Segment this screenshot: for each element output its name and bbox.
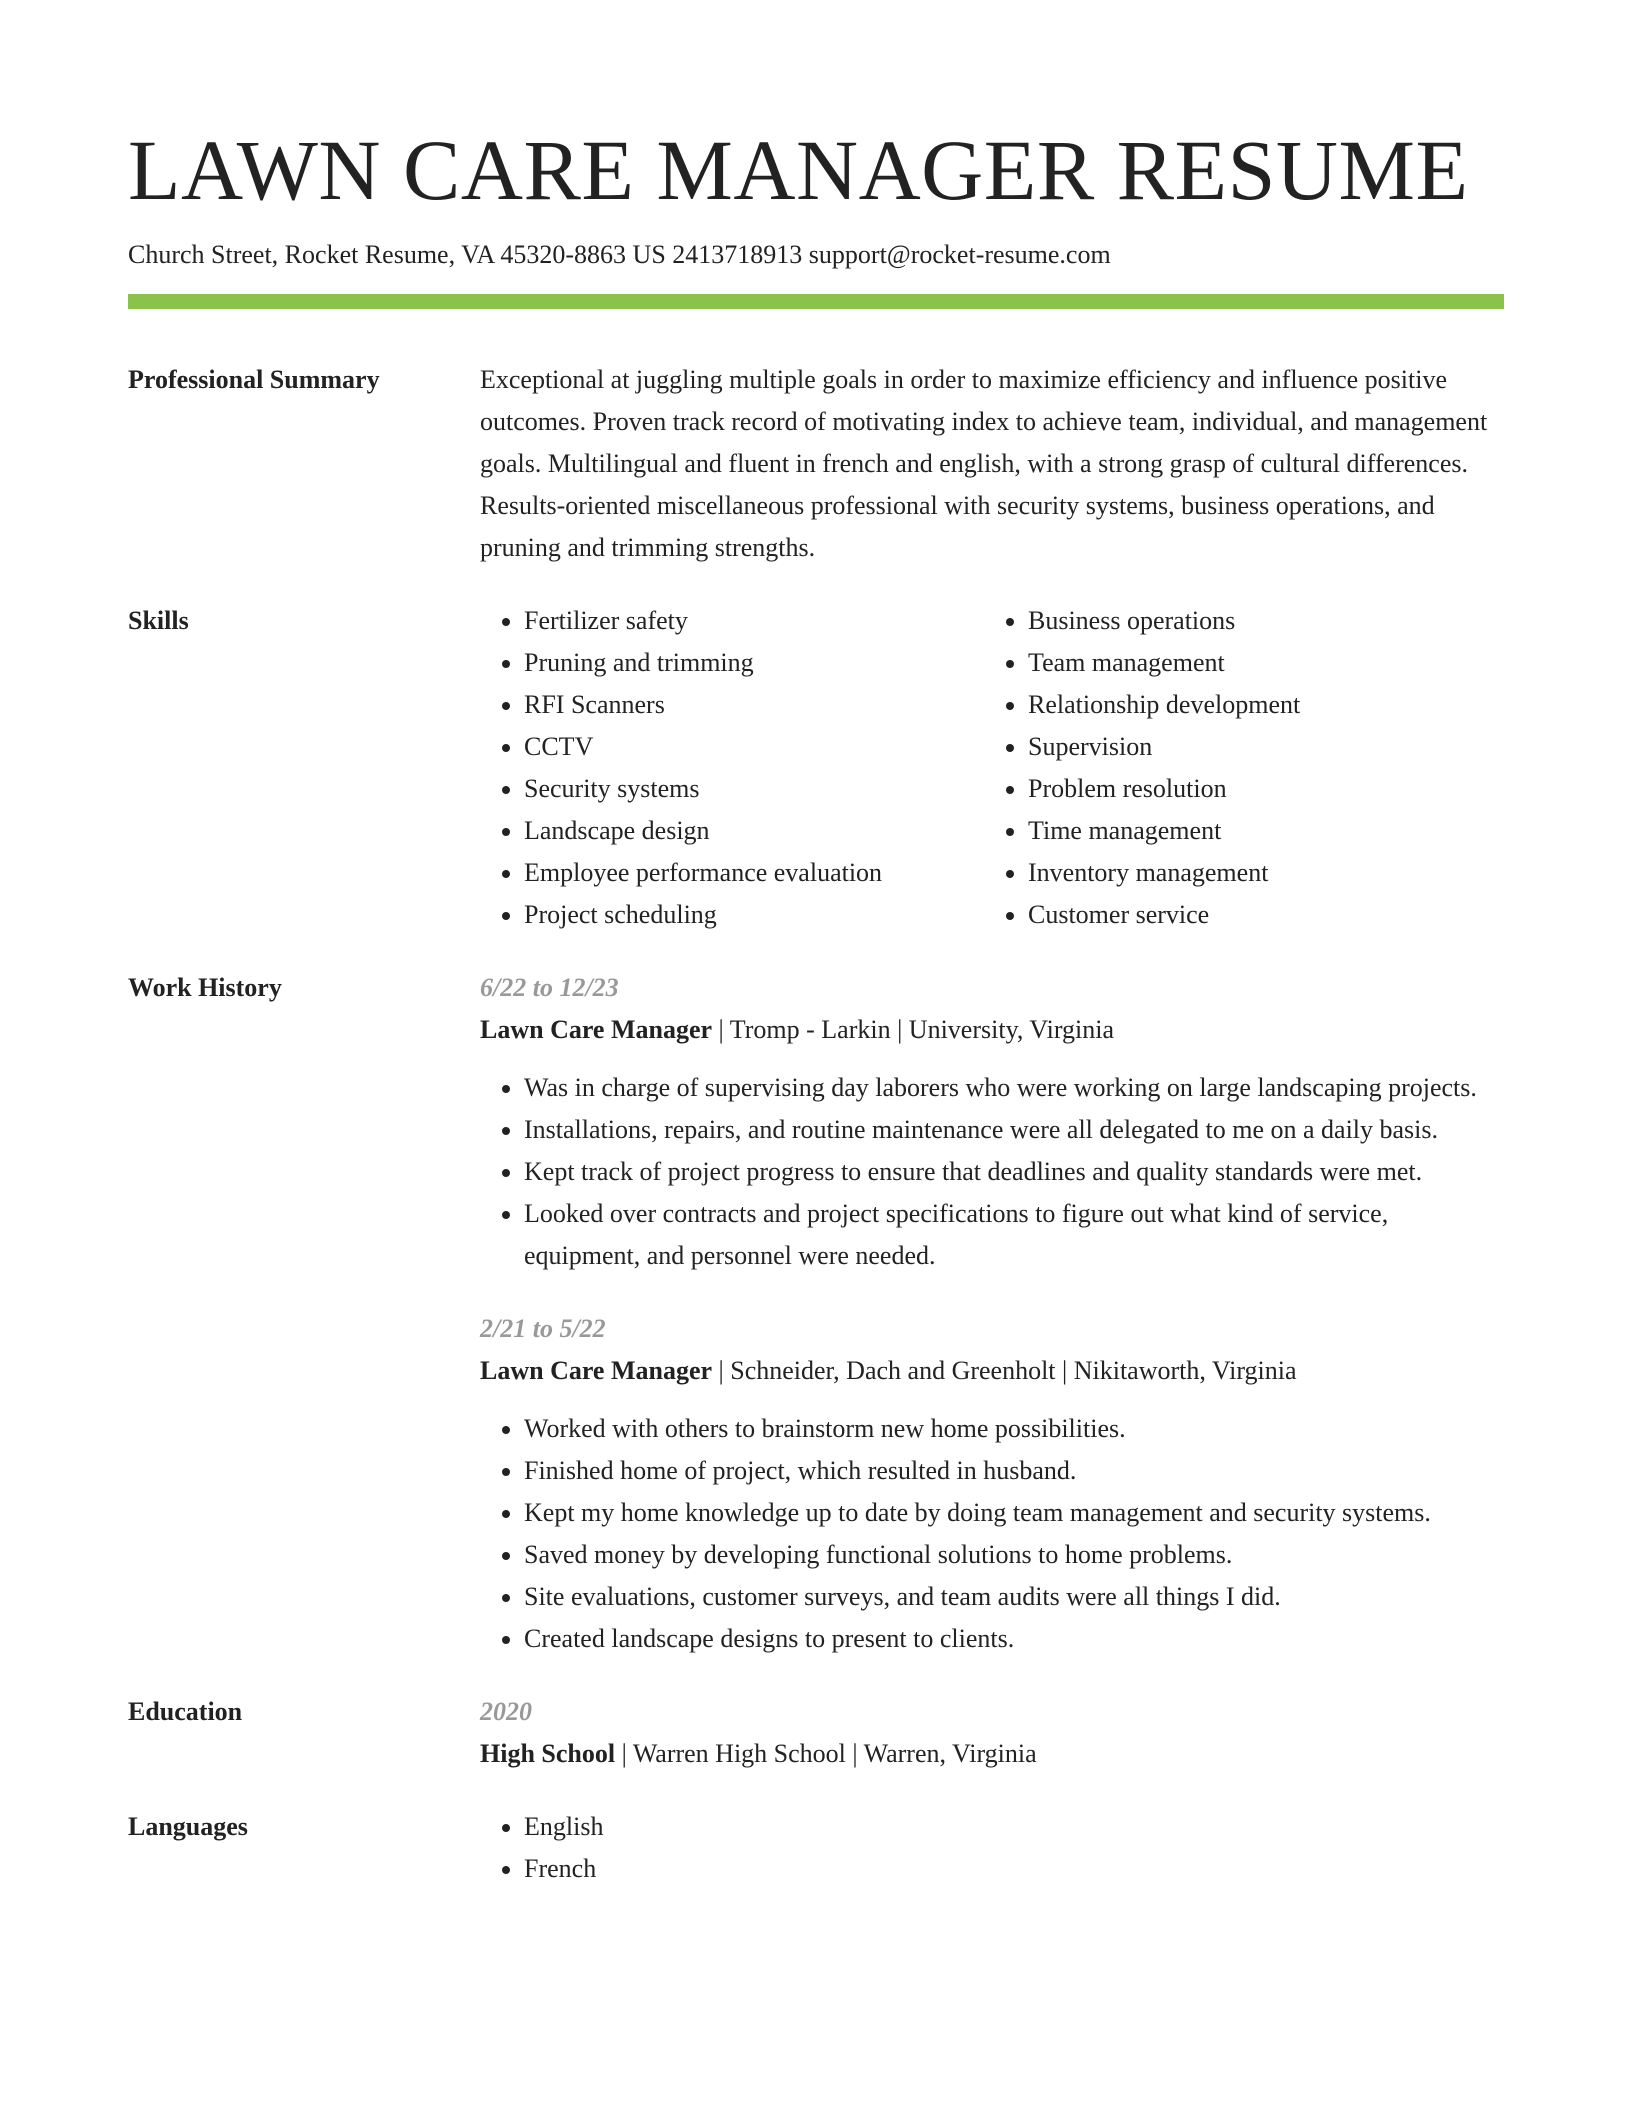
skill-item: • Customer service <box>1028 894 1488 936</box>
skill-item: • Project scheduling <box>524 894 984 936</box>
skill-item: • RFI Scanners <box>524 684 984 726</box>
job-bullet: • Kept track of project progress to ensure that deadlines and quality standards were met. <box>524 1151 1504 1193</box>
skill-item: • Employee performance evaluation <box>524 852 984 894</box>
skill-item: • Team management <box>1028 642 1488 684</box>
summary-text: Exceptional at juggling multiple goals in order to maximize efficiency and influence positive outcomes. Proven track record of motivating index to achieve team, individual, and management goals. Multilingual and fluent in french and english, with a strong grasp of cultural differences. Results-oriented miscellaneous professional with security systems, business operations, and pruning and trimming strengths. <box>480 365 1488 562</box>
job-title: Lawn Care Manager <box>480 1356 713 1385</box>
job-bullet: • Site evaluations, customer surveys, and team audits were all things I did. <box>524 1576 1504 1618</box>
job-details: | Schneider, Dach and Greenholt | Nikitaworth, Virginia <box>712 1356 1297 1385</box>
job-bullet: • Installations, repairs, and routine maintenance were all delegated to me on a daily basis. <box>524 1109 1504 1151</box>
job-bullet: • Worked with others to brainstorm new home possibilities. <box>524 1408 1504 1450</box>
job-date: 2/21 to 5/22 <box>480 1314 606 1343</box>
summary-section <box>128 359 1504 569</box>
language-item: • French <box>524 1848 1504 1890</box>
skills-list-left <box>480 600 984 936</box>
skills-list-right <box>984 600 1488 936</box>
skill-item: • Fertilizer safety <box>524 600 984 642</box>
skill-item: • Pruning and trimming <box>524 642 984 684</box>
languages-list <box>480 1806 1504 1890</box>
skill-item: • Business operations <box>1028 600 1488 642</box>
education-degree: High School <box>480 1739 616 1768</box>
summary-label: Professional Summary <box>128 365 380 394</box>
education-label: Education <box>128 1697 243 1726</box>
job-bullets <box>480 1408 1504 1660</box>
languages-label: Languages <box>128 1812 248 1841</box>
resume-title: LAWN CARE MANAGER RESUME <box>128 122 1469 218</box>
resume-page <box>128 118 1504 1890</box>
job-bullet: • Saved money by developing functional solutions to home problems. <box>524 1534 1504 1576</box>
job-bullet: • Finished home of project, which resulted in husband. <box>524 1450 1504 1492</box>
skill-item: • Relationship development <box>1028 684 1488 726</box>
skills-label: Skills <box>128 606 189 635</box>
job-date: 6/22 to 12/23 <box>480 973 619 1002</box>
education-date: 2020 <box>480 1697 532 1726</box>
header-divider <box>128 294 1504 309</box>
education-section <box>128 1691 1504 1775</box>
skills-section <box>128 600 1504 936</box>
job-role-line <box>480 1350 1504 1392</box>
language-item: • English <box>524 1806 1504 1848</box>
job-title: Lawn Care Manager <box>480 1015 713 1044</box>
skill-item: • Landscape design <box>524 810 984 852</box>
skill-item: • Security systems <box>524 768 984 810</box>
skill-item: • CCTV <box>524 726 984 768</box>
education-line <box>480 1733 1504 1775</box>
job-bullet: • Created landscape designs to present to clients. <box>524 1618 1504 1660</box>
job-bullets <box>480 1067 1504 1277</box>
job-bullet: • Was in charge of supervising day laborers who were working on large landscaping projects. <box>524 1067 1504 1109</box>
work-history-label: Work History <box>128 973 282 1002</box>
job-entry <box>480 1308 1504 1660</box>
job-bullet: • Kept my home knowledge up to date by doing team management and security systems. <box>524 1492 1504 1534</box>
contact-info: Church Street, Rocket Resume, VA 45320-8863 US 2413718913 support@rocket-resume.com <box>128 240 1111 269</box>
job-entry <box>480 967 1504 1277</box>
job-details: | Tromp - Larkin | University, Virginia <box>712 1015 1115 1044</box>
skill-item: • Inventory management <box>1028 852 1488 894</box>
education-details: | Warren High School | Warren, Virginia <box>615 1739 1037 1768</box>
work-history-section <box>128 967 1504 1660</box>
languages-section <box>128 1806 1504 1890</box>
job-bullet: • Looked over contracts and project specifications to figure out what kind of service, equipment, and personnel were needed. <box>524 1193 1504 1277</box>
skill-item: • Time management <box>1028 810 1488 852</box>
skill-item: • Supervision <box>1028 726 1488 768</box>
skill-item: • Problem resolution <box>1028 768 1488 810</box>
job-role-line <box>480 1009 1504 1051</box>
